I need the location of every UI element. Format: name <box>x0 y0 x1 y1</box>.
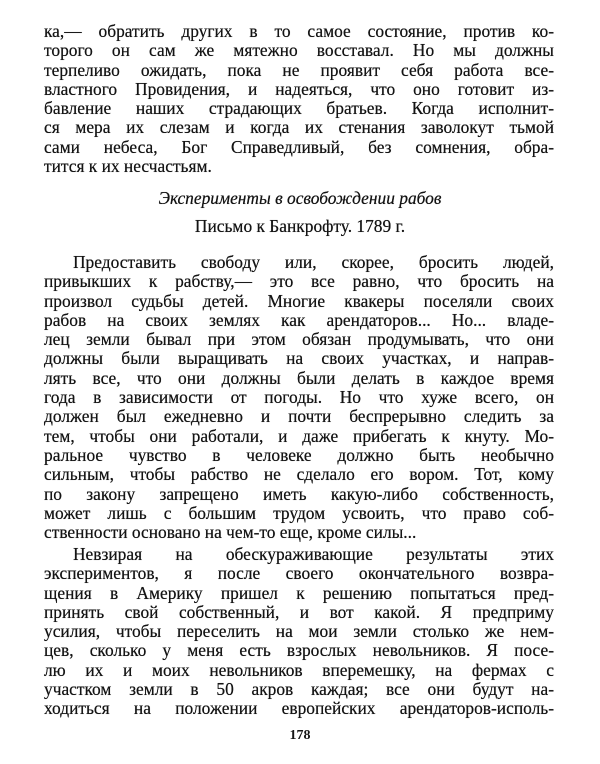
text-line: ходиться на положении европейских арендаторов-исполь- <box>44 698 554 719</box>
text-line: сильным, чтобы рабство не сделало его вором. Тот, кому <box>44 464 554 485</box>
section-title: Эксперименты в освобождении рабов <box>158 188 442 208</box>
text-line: властного Провидения, и надеяться, что оно готовит из- <box>44 78 554 99</box>
text-line: по закону запрещено иметь какую-либо собственность, <box>44 483 554 504</box>
text-line: тем, чтобы они работали, и даже прибегать к кнуту. Мо- <box>44 425 554 446</box>
text-line: года в зависимости от погоды. Но что хуже всего, он <box>44 387 554 408</box>
text-line: может лишь с большим трудом усвоить, что право соб- <box>44 502 554 523</box>
text-line: должны были выращивать на своих участках, и направ- <box>44 348 554 369</box>
text-line: участком земли в 50 акров каждая; все они будут на- <box>44 679 554 700</box>
text-line: бавление наших страдающих братьев. Когда исполнит- <box>44 98 554 119</box>
letter-title: Письмо к Банкрофту. 1789 г. <box>194 216 406 236</box>
text-line: произвол судьбы детей. Многие квакеры поселяли своих <box>44 290 554 311</box>
text-line: Предоставить свободу или, скорее, бросить людей, <box>73 252 554 272</box>
text-line: ральное чувство в человеке должно быть необычно <box>44 444 554 465</box>
page-number: 178 <box>289 728 311 743</box>
text-line: лять все, что они должны были делать в каждое время <box>44 367 554 388</box>
paragraph-continued <box>44 22 554 176</box>
text-line: усилия, чтобы переселить на мои земли столько же нем- <box>44 621 554 642</box>
paragraph <box>44 253 554 542</box>
text-line: экспериментов, я после своего окончательного возвра- <box>44 563 554 584</box>
text-line: лец земли бывал при этом обязан продумывать, что они <box>44 329 554 350</box>
text-line: Невзирая на обескураживающие результаты этих <box>73 544 554 564</box>
text-line: щения в Америку пришел к решению попытаться пред- <box>44 582 554 603</box>
text-line: ся мера их слезам и когда их стенания заволокут тьмой <box>44 117 554 138</box>
text-line: терпеливо ожидать, пока не проявит себя работа все- <box>44 59 554 80</box>
text-line: рабов на своих землях как арендаторов... Но... владе- <box>44 309 554 330</box>
text-line: лю их и моих невольников вперемешку, на фермах с <box>44 659 554 680</box>
text-line: торого он сам же мятежно восставал. Но мы должны <box>44 40 554 61</box>
text-line: тится к их несчастьям. <box>44 156 212 177</box>
text-line: принять свой собственный, и вот какой. Я предприму <box>44 601 554 622</box>
text-line: привыкших к рабству,— это все равно, что бросить на <box>44 271 554 292</box>
paragraph <box>44 545 554 719</box>
text-line: сами небеса, Бог Справедливый, без сомнения, обра- <box>44 136 554 157</box>
text-line: ка,— обратить других в то самое состояние, против ко- <box>44 21 554 41</box>
text-line: должен был ежедневно и почти беспрерывно следить за <box>44 406 554 427</box>
text-line: цев, сколько у меня есть взрослых невольников. Я посе- <box>44 640 554 661</box>
text-line: ственности основано на чем-то еще, кроме силы... <box>44 522 417 543</box>
